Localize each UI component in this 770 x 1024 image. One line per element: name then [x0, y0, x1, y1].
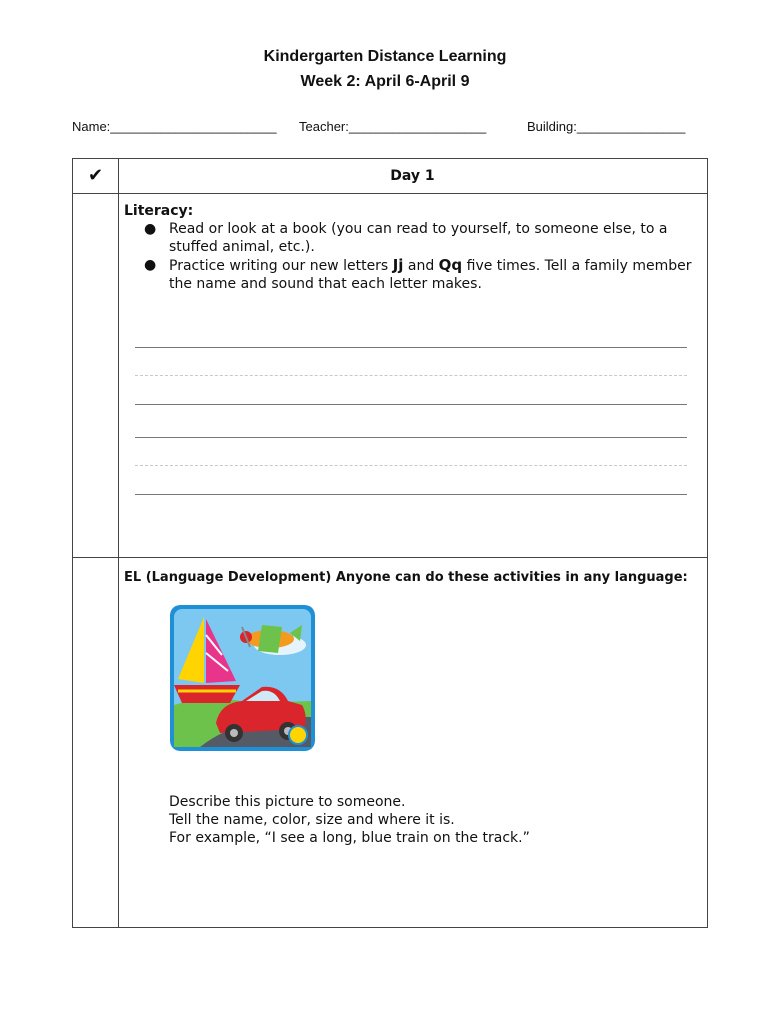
- building-field[interactable]: Building:_______________: [527, 119, 686, 134]
- el-heading: EL (Language Development) Anyone can do these activities in any language:: [124, 570, 688, 585]
- bullet-icon: ●: [144, 221, 157, 237]
- literacy-bullet-2-end: five times. Tell a family member the name and sound that each letter makes.: [169, 258, 692, 292]
- literacy-heading: Literacy:: [124, 203, 194, 219]
- column-divider: [118, 159, 119, 927]
- day-header: Day 1: [390, 168, 435, 184]
- literacy-bullet-2-mid: and: [403, 258, 439, 274]
- activity-table: [72, 158, 708, 928]
- literacy-list: [124, 220, 699, 293]
- teacher-field[interactable]: Teacher:___________________: [299, 119, 487, 134]
- el-line-2: Tell the name, color, size and where it is.: [169, 812, 455, 828]
- writing-line-dashed[interactable]: [135, 375, 687, 376]
- writing-line-top[interactable]: [135, 437, 687, 438]
- literacy-bullet-2-start: Practice writing our new letters: [169, 258, 393, 274]
- page-title: Kindergarten Distance Learning: [263, 48, 507, 65]
- list-item: [124, 256, 699, 293]
- checkmark-column-header: ✔: [87, 165, 104, 186]
- letters-qq: Qq: [438, 256, 463, 274]
- el-line-3: For example, “I see a long, blue train on the track.”: [169, 830, 530, 846]
- row-divider: [73, 193, 707, 194]
- letters-jj: Jj: [392, 256, 404, 274]
- row-divider: [73, 557, 707, 558]
- el-line-1: Describe this picture to someone.: [169, 794, 406, 810]
- vehicles-picture: [170, 605, 315, 751]
- writing-line-bottom[interactable]: [135, 404, 687, 405]
- bullet-icon: ●: [144, 257, 157, 273]
- writing-line-dashed[interactable]: [135, 465, 687, 466]
- el-instructions: [169, 793, 530, 847]
- name-field[interactable]: Name:_______________________: [72, 119, 277, 134]
- writing-line-top[interactable]: [135, 347, 687, 348]
- list-item: [124, 220, 699, 256]
- writing-line-bottom[interactable]: [135, 494, 687, 495]
- literacy-bullet-1: Read or look at a book (you can read to yourself, to someone else, to a stuffed animal, etc.).: [169, 221, 668, 255]
- page-subtitle: Week 2: April 6-April 9: [300, 73, 470, 90]
